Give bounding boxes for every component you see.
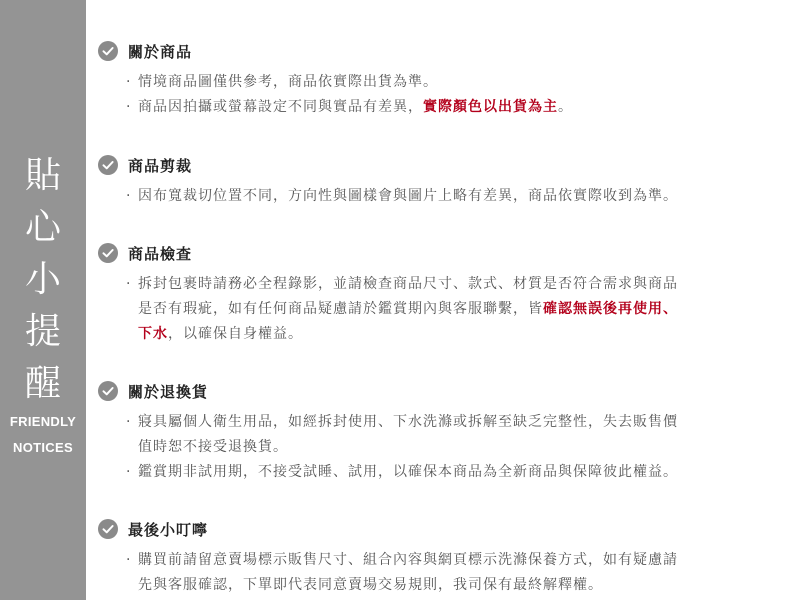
- section-product-inspection: [98, 240, 788, 347]
- item-line: [138, 322, 788, 347]
- section-title: 關於退換貨: [128, 382, 209, 401]
- bullet: ·: [126, 414, 132, 430]
- section-header: [98, 378, 788, 404]
- sidebar-title-char: 貼: [24, 155, 61, 196]
- section-header: [98, 152, 788, 178]
- check-circle-icon: [98, 155, 118, 175]
- highlight-text: 下水: [138, 326, 168, 342]
- section-about-product: [98, 38, 788, 120]
- section-title: 商品檢查: [128, 244, 193, 263]
- list-item: [98, 548, 788, 598]
- sidebar-title-char: 心: [24, 207, 61, 248]
- item-line: [138, 297, 788, 322]
- check-circle-icon: [98, 381, 118, 401]
- bullet: ·: [126, 99, 132, 115]
- sidebar-title: [0, 150, 86, 410]
- bullet: ·: [126, 276, 132, 292]
- check-circle-icon: [98, 243, 118, 263]
- sidebar-title-char: 小: [24, 259, 61, 300]
- item-line: 寢具屬個人衛生用品，如經拆封使用、下水洗滌或拆解至缺乏完整性，失去販售價: [138, 414, 678, 430]
- check-circle-icon: [98, 41, 118, 61]
- item-text: ，以確保自身權益。: [168, 326, 303, 342]
- item-line: 購買前請留意賣場標示販售尺寸、組合內容與網頁標示洗滌保養方式，如有疑慮請: [138, 552, 678, 568]
- section-final-reminder: [98, 516, 788, 598]
- highlight-text: 確認無誤後再使用、: [543, 301, 678, 317]
- bullet: ·: [126, 464, 132, 480]
- item-text-end: 。: [558, 99, 573, 115]
- section-header: [98, 38, 788, 64]
- sidebar-subtitle-line: FRIENDLY: [9, 414, 77, 429]
- item-text: 是否有瑕疵，如有任何商品疑慮請於鑑賞期內與客服聯繫，皆: [138, 301, 543, 317]
- bullet: ·: [126, 74, 132, 90]
- sidebar-subtitle-line: NOTICES: [13, 440, 73, 455]
- list-item: [98, 410, 788, 460]
- sidebar-title-char: 醒: [24, 363, 61, 404]
- sidebar-panel: [0, 0, 86, 600]
- section-title: 商品剪裁: [128, 156, 193, 175]
- highlight-text: 實際顏色以出貨為主: [423, 99, 558, 115]
- item-text: 商品因拍攝或螢幕設定不同與實品有差異，: [138, 99, 423, 115]
- sidebar-subtitle: [0, 409, 86, 461]
- item-line: 拆封包裹時請務必全程錄影，並請檢查商品尺寸、款式、材質是否符合需求與商品: [138, 276, 678, 292]
- item-line: 先與客服確認，下單即代表同意賣場交易規則，我司保有最終解釋權。: [138, 577, 603, 593]
- bullet: ·: [126, 552, 132, 568]
- section-title: 最後小叮嚀: [128, 520, 209, 539]
- section-header: [98, 516, 788, 542]
- section-returns: [98, 378, 788, 485]
- section-header: [98, 240, 788, 266]
- list-item: [98, 460, 788, 485]
- notices-content: [98, 38, 788, 598]
- bullet: ·: [126, 188, 132, 204]
- list-item: [98, 70, 788, 95]
- list-item: [98, 95, 788, 120]
- list-item: [98, 184, 788, 209]
- sidebar-title-char: 提: [24, 311, 61, 352]
- check-circle-icon: [98, 519, 118, 539]
- section-fabric-cutting: [98, 152, 788, 209]
- section-title: 關於商品: [128, 42, 193, 61]
- item-text: 鑑賞期非試用期，不接受試睡、試用，以確保本商品為全新商品與保障彼此權益。: [138, 464, 678, 480]
- item-line: 值時恕不接受退換貨。: [138, 439, 288, 455]
- item-text: 因布寬裁切位置不同，方向性與圖樣會與圖片上略有差異，商品依實際收到為準。: [138, 188, 678, 204]
- item-text: 情境商品圖僅供參考，商品依實際出貨為準。: [138, 74, 438, 90]
- list-item: [98, 272, 788, 347]
